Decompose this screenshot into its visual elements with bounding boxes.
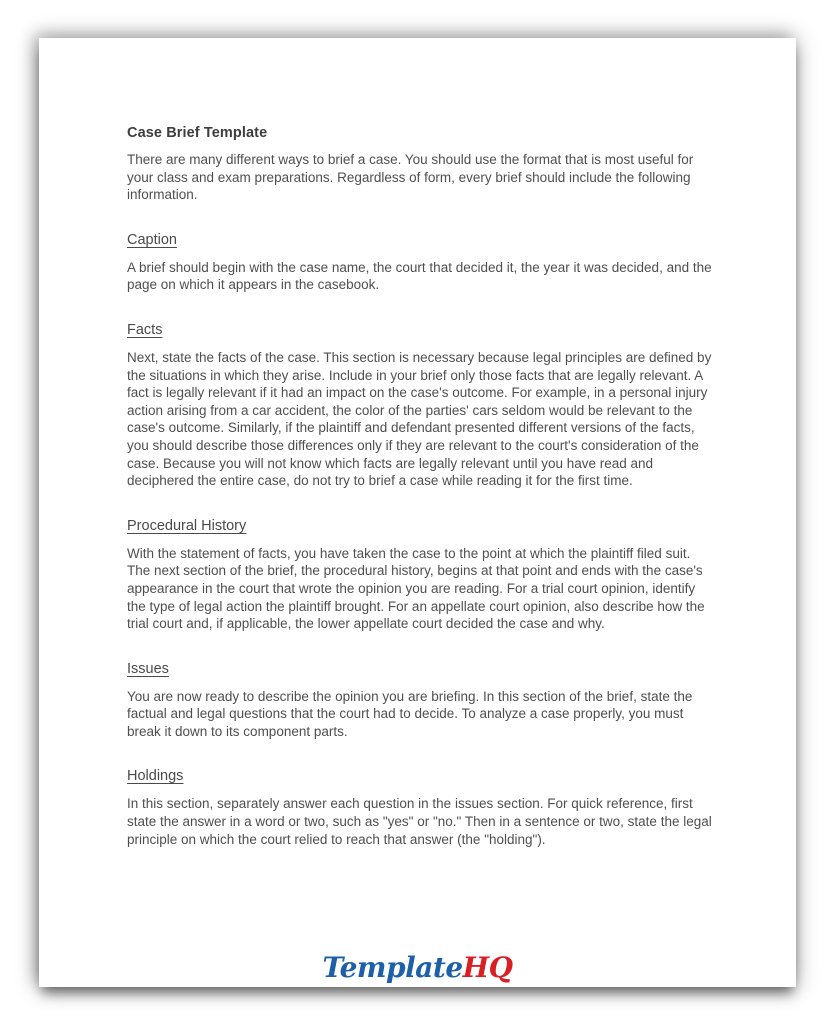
templatehq-logo [39,950,796,986]
section-heading-issues: Issues [127,660,169,677]
section-heading-holdings: Holdings [127,768,184,785]
section-caption [127,232,710,294]
section-facts [127,322,710,490]
section-body-procedural-history: With the statement of facts, you have taken the case to the point at which the plaintiff filed suit. The next section of the brief, the procedural history, begins at that point and ends with the case's appearance in the court that wrote the opinion you are reading. For a trial court opinion, identify the type of legal action the plaintiff brought. For an appellate court opinion, also describe how the trial court and, if applicable, the lower appellate court decided the case and why. [127,545,705,632]
section-heading-caption: Caption [127,231,177,248]
section-body-caption: A brief should begin with the case name, the court that decided it, the year it was decided, and the page on which it appears in the casebook. [127,259,712,293]
section-procedural-history [127,518,710,633]
section-holdings [127,768,710,848]
section-body-facts: Next, state the facts of the case. This section is necessary because legal principles are defined by the situations in which they arise. Include in your brief only those facts that are legally relevant. A fact is legally relevant if it had an impact on the case's outcome. For example, in a personal injury action arising from a car accident, the color of the parties' cars seldom would be relevant to the case's outcome. Similarly, if the plaintiff and defendant presented different versions of the facts, you should describe those differences only if they are relevant to the court's consideration of the case. Because you will not know which facts are legally relevant until you have read and deciphered the entire case, do not try to brief a case while reading it for the first time. [127,349,712,489]
page-title: Case Brief Template [127,125,268,141]
section-body-issues: You are now ready to describe the opinion you are briefing. In this section of the brief, state the factual and legal questions that the court had to decide. To analyze a case properly, you must break it down to its component parts. [127,688,693,739]
intro-paragraph: There are many different ways to brief a case. You should use the format that is most useful for your class and exam preparations. Regardless of form, every brief should include the following information. [127,152,694,203]
section-heading-procedural-history: Procedural History [127,517,247,534]
document-page [39,38,796,987]
section-heading-facts: Facts [127,321,163,338]
section-issues [127,661,710,741]
section-body-holdings: In this section, separately answer each question in the issues section. For quick reference, first state the answer in a word or two, such as "yes" or "no." Then in a sentence or two, state the legal principle on which the court relied to reach that answer (the "holding"). [127,796,712,847]
logo-text-template: Template [322,951,463,984]
logo-text-hq: HQ [462,951,513,984]
